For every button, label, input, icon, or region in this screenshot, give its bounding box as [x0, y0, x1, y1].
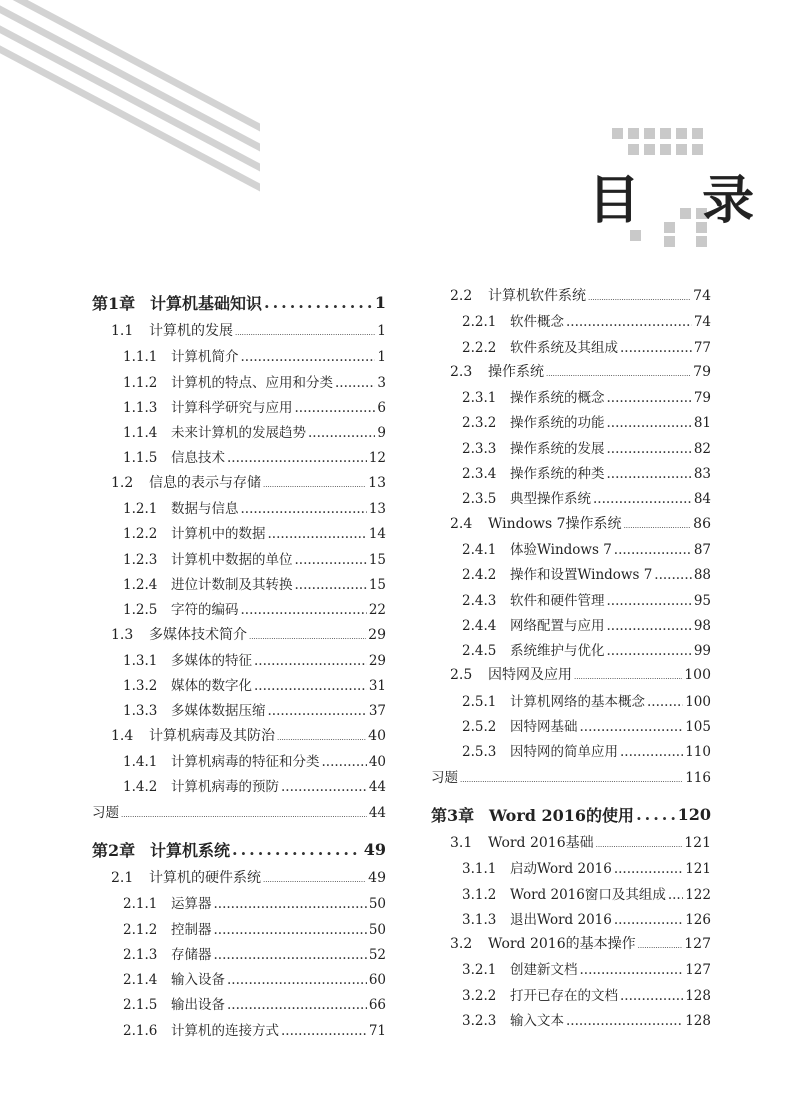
toc-entry-leader: [263, 475, 366, 491]
toc-entry-title: 多媒体的特征: [171, 652, 252, 669]
toc-entry-leader: [636, 805, 676, 824]
toc-entry-page-number: 66: [368, 997, 386, 1014]
toc-entry-leader: [232, 840, 362, 859]
toc-entry-leader: [295, 577, 367, 593]
toc-entry-title: 运算器: [171, 896, 212, 913]
toc-entry-title: 操作系统的概念: [510, 390, 605, 407]
toc-entry-page-number: 98: [693, 617, 711, 634]
toc-entry-number: 1.4: [111, 727, 134, 744]
toc-entry-leader: [268, 703, 367, 719]
toc-entry-leader: [620, 340, 692, 356]
toc-entry-page-number: 1: [377, 349, 386, 366]
toc-entry-number: 3.1.1: [462, 861, 497, 878]
toc-entry-title: 启动Word 2016: [510, 861, 612, 878]
toc-entry-title: 打开已存在的文档: [510, 987, 618, 1004]
toc-entry-leader: [295, 400, 376, 416]
toc-entry-leader: [607, 643, 692, 659]
toc-entry-leader: [607, 415, 692, 431]
toc-entry-leader: [214, 922, 367, 938]
toc-entry-leader: [241, 349, 376, 365]
toc-sub-entry: [92, 892, 386, 917]
toc-sub-entry: [431, 310, 711, 335]
toc-sub-entry: [92, 497, 386, 522]
toc-section-entry: [431, 933, 711, 958]
toc-section-entry: [431, 513, 711, 538]
toc-entry-title: 操作系统的发展: [510, 440, 605, 457]
toc-entry-page-number: 79: [693, 363, 711, 380]
toc-entry-number: 2.1.6: [123, 1022, 158, 1039]
toc-entry-title: 计算机病毒及其防治: [149, 727, 275, 744]
toc-right-column: [431, 285, 711, 1034]
toc-entry-page-number: 100: [684, 667, 711, 684]
toc-entry-leader: [614, 861, 683, 877]
toc-entry-page-number: 74: [693, 314, 711, 331]
toc-entry-number: 2.3.2: [462, 415, 497, 432]
toc-sub-entry: [431, 386, 711, 411]
toc-entry-title: 存储器: [171, 946, 212, 963]
toc-entry-title: 系统维护与优化: [510, 643, 605, 660]
toc-entry-page-number: 128: [685, 1013, 711, 1030]
toc-entry-page-number: 29: [368, 652, 386, 669]
toc-entry-title: 字符的编码: [171, 602, 239, 619]
toc-entry-title: 计算机的特点、应用和分类: [171, 374, 333, 391]
toc-entry-leader: [308, 425, 375, 441]
toc-entry-page-number: 83: [693, 466, 711, 483]
toc-sub-entry: [92, 750, 386, 775]
toc-entry-title: Word 2016的基本操作: [488, 936, 636, 953]
toc-entry-number: 2.3.5: [462, 491, 497, 508]
toc-sub-entry: [92, 598, 386, 623]
toc-entry-page-number: 127: [685, 962, 711, 979]
toc-entry-title: 计算机病毒的特征和分类: [171, 754, 320, 771]
toc-sub-entry: [431, 908, 711, 933]
toc-entry-number: 2.3.1: [462, 390, 497, 407]
toc-entry-title: 因特网的简单应用: [510, 744, 618, 761]
toc-entry-leader: [614, 912, 683, 928]
toc-entry-page-number: 88: [693, 567, 711, 584]
toc-entry-title: 计算机简介: [171, 349, 239, 366]
toc-entry-page-number: 52: [368, 946, 386, 963]
toc-entry-page-number: 40: [368, 727, 386, 744]
toc-entry-page-number: 127: [684, 936, 711, 953]
toc-sub-entry: [431, 639, 711, 664]
toc-entry-title: 信息的表示与存储: [149, 474, 261, 491]
toc-entry-number: 2.2.2: [462, 339, 497, 356]
toc-entry-page-number: 99: [693, 643, 711, 660]
toc-chapter-entry: [92, 285, 386, 320]
toc-sub-entry: [92, 371, 386, 396]
toc-entry-number: 3.2: [450, 936, 473, 953]
toc-entry-title: 计算机病毒的预防: [171, 779, 279, 796]
toc-entry-number: 3.1: [450, 834, 473, 851]
toc-entry-number: 第3章: [431, 805, 475, 825]
toc-entry-leader: [607, 466, 692, 482]
toc-sub-entry: [431, 690, 711, 715]
toc-entry-leader: [227, 972, 367, 988]
toc-entry-leader: [335, 375, 375, 391]
toc-entry-page-number: 1: [374, 293, 386, 312]
toc-sub-entry: [92, 699, 386, 724]
toc-entry-page-number: 121: [685, 861, 711, 878]
toc-entry-number: 1.3.2: [123, 678, 158, 695]
toc-sub-entry: [431, 538, 711, 563]
toc-entry-number: 1.1: [111, 323, 134, 339]
toc-sub-entry: [92, 674, 386, 699]
toc-entry-title: 计算机软件系统: [488, 288, 586, 304]
toc-entry-leader: [249, 627, 366, 643]
toc-entry-number: 1.2.5: [123, 602, 158, 619]
toc-entry-page-number: 60: [368, 972, 386, 989]
toc-entry-leader: [227, 450, 367, 466]
toc-entry-page-number: 22: [368, 602, 386, 619]
toc-entry-page-number: 50: [368, 896, 386, 913]
toc-entry-title: 多媒体技术简介: [149, 626, 247, 643]
toc-entry-title: Word 2016窗口及其组成: [510, 886, 666, 903]
toc-entry-number: 2.4.4: [462, 617, 497, 634]
page-title: 目 录: [588, 171, 777, 231]
toc-entry-page-number: 31: [368, 678, 386, 695]
toc-entry-number: 3.1.3: [462, 911, 497, 928]
toc-entry-number: 1.2.2: [123, 526, 158, 543]
toc-entry-leader: [624, 516, 692, 532]
toc-entry-leader: [654, 567, 692, 583]
toc-entry-page-number: 122: [685, 886, 711, 903]
toc-entry-number: 2.3: [450, 363, 473, 380]
toc-entry-page-number: 84: [693, 491, 711, 508]
toc-sub-entry: [431, 614, 711, 639]
toc-entry-leader: [620, 744, 683, 760]
toc-exercise-entry: [92, 801, 386, 826]
toc-entry-page-number: 12: [368, 450, 386, 467]
toc-entry-title: 计算机网络的基本概念: [510, 693, 645, 710]
toc-entry-number: 3.2.3: [462, 1013, 497, 1030]
toc-entry-number: 2.4: [450, 515, 473, 532]
toc-entry-leader: [214, 947, 367, 963]
toc-entry-page-number: 82: [693, 440, 711, 457]
toc-entry-leader: [566, 314, 692, 330]
toc-sub-entry: [92, 396, 386, 421]
toc-entry-page-number: 44: [368, 779, 386, 796]
toc-entry-number: 2.3.4: [462, 466, 497, 483]
toc-entry-number: 2.2: [450, 288, 473, 304]
toc-entry-leader: [281, 1023, 367, 1039]
toc-entry-leader: [241, 501, 367, 517]
toc-entry-number: 第2章: [92, 840, 136, 860]
toc-entry-page-number: 105: [685, 719, 711, 736]
toc-entry-title: 输出设备: [171, 997, 225, 1014]
toc-entry-title: Windows 7操作系统: [488, 515, 622, 532]
toc-entry-title: 操作系统的功能: [510, 415, 605, 432]
toc-chapter-entry: [92, 832, 386, 867]
toc-sub-entry: [431, 857, 711, 882]
toc-section-entry: [92, 472, 386, 497]
toc-sub-entry: [431, 336, 711, 361]
toc-entry-title: 操作和设置Windows 7: [510, 567, 653, 584]
toc-entry-leader: [263, 870, 366, 886]
toc-entry-page-number: 29: [368, 626, 386, 643]
toc-sub-entry: [92, 993, 386, 1018]
toc-entry-page-number: 49: [363, 839, 386, 859]
toc-entry-page-number: 77: [693, 339, 711, 356]
toc-entry-title: 创建新文档: [510, 962, 578, 979]
toc-entry-page-number: 1: [377, 323, 386, 339]
toc-entry-leader: [607, 618, 692, 634]
toc-entry-page-number: 74: [693, 288, 711, 304]
toc-entry-number: 2.5.2: [462, 719, 497, 736]
toc-entry-title: 操作系统的种类: [510, 466, 605, 483]
toc-section-entry: [92, 867, 386, 892]
toc-entry-leader: [227, 997, 367, 1013]
toc-entry-title: 计算机的硬件系统: [149, 869, 261, 886]
toc-sub-entry: [92, 446, 386, 471]
toc-sub-entry: [92, 775, 386, 800]
toc-entry-number: 2.1.4: [123, 972, 158, 989]
toc-entry-leader: [668, 887, 683, 903]
toc-entry-page-number: 15: [368, 551, 386, 568]
toc-entry-number: 1.2.3: [123, 551, 158, 568]
toc-entry-page-number: 87: [693, 541, 711, 558]
toc-entry-title: 软件系统及其组成: [510, 339, 618, 356]
toc-entry-page-number: 14: [368, 526, 386, 543]
toc-entry-leader: [322, 754, 367, 770]
toc-entry-number: 2.1.1: [123, 896, 158, 913]
toc-sub-entry: [92, 968, 386, 993]
toc-entry-title: 计算机基础知识: [150, 294, 263, 313]
toc-entry-number: 2.3.3: [462, 440, 497, 457]
toc-entry-page-number: 40: [368, 754, 386, 771]
toc-entry-title: 软件和硬件管理: [510, 592, 605, 609]
toc-entry-page-number: 44: [368, 804, 386, 821]
toc-sub-entry: [431, 563, 711, 588]
toc-entry-leader: [647, 694, 683, 710]
toc-section-entry: [431, 832, 711, 857]
toc-entry-number: 2.1.5: [123, 997, 158, 1014]
toc-sub-entry: [92, 1019, 386, 1044]
toc-entry-leader: [460, 770, 683, 786]
toc-entry-leader: [264, 293, 373, 312]
toc-entry-leader: [121, 805, 367, 821]
toc-entry-leader: [620, 988, 683, 1004]
toc-entry-title: 未来计算机的发展趋势: [171, 425, 306, 442]
toc-entry-page-number: 13: [368, 474, 386, 491]
toc-entry-leader: [241, 602, 367, 618]
toc-entry-title: 信息技术: [171, 450, 225, 467]
toc-entry-page-number: 121: [684, 834, 711, 851]
decorative-stripes: [0, 0, 260, 200]
toc-exercise-entry: [431, 766, 711, 791]
toc-entry-page-number: 49: [368, 869, 386, 886]
toc-entry-leader: [593, 491, 692, 507]
toc-sub-entry: [431, 487, 711, 512]
toc-entry-leader: [254, 653, 367, 669]
toc-entry-leader: [295, 552, 367, 568]
toc-entry-title: 操作系统: [488, 363, 544, 380]
toc-entry-title: 计算科学研究与应用: [171, 399, 293, 416]
toc-entry-number: 2.4.1: [462, 541, 497, 558]
toc-entry-leader: [566, 1013, 683, 1029]
toc-entry-number: 3.2.1: [462, 962, 497, 979]
toc-entry-leader: [254, 678, 367, 694]
toc-entry-title: 媒体的数字化: [171, 678, 252, 695]
toc-sub-entry: [431, 589, 711, 614]
toc-entry-page-number: 100: [685, 693, 711, 710]
toc-sub-entry: [431, 740, 711, 765]
toc-entry-leader: [580, 719, 684, 735]
toc-entry-page-number: 110: [685, 744, 711, 761]
toc-entry-number: 1.1.3: [123, 399, 158, 416]
toc-entry-title: 习题: [92, 804, 119, 821]
toc-entry-title: 多媒体数据压缩: [171, 703, 266, 720]
toc-entry-title: 计算机的发展: [149, 323, 233, 339]
toc-sub-entry: [92, 943, 386, 968]
toc-entry-page-number: 50: [368, 921, 386, 938]
toc-entry-title: 计算机的连接方式: [171, 1022, 279, 1039]
toc-entry-page-number: 6: [377, 399, 386, 416]
toc-entry-number: 1.1.2: [123, 374, 158, 391]
toc-entry-page-number: 81: [693, 415, 711, 432]
toc-section-entry: [92, 320, 386, 345]
toc-entry-page-number: 15: [368, 576, 386, 593]
toc-sub-entry: [431, 411, 711, 436]
toc-entry-leader: [574, 667, 682, 683]
toc-entry-leader: [607, 441, 692, 457]
toc-entry-title: 进位计数制及其转换: [171, 576, 293, 593]
toc-entry-title: 计算机中数据的单位: [171, 551, 293, 568]
toc-entry-leader: [580, 962, 684, 978]
toc-entry-page-number: 9: [377, 425, 386, 442]
toc-section-entry: [431, 361, 711, 386]
toc-sub-entry: [92, 918, 386, 943]
toc-entry-leader: [546, 364, 691, 380]
toc-entry-page-number: 86: [693, 515, 711, 532]
toc-sub-entry: [92, 548, 386, 573]
toc-entry-title: 典型操作系统: [510, 491, 591, 508]
toc-entry-title: 体验Windows 7: [510, 541, 612, 558]
toc-entry-number: 2.1.2: [123, 921, 158, 938]
toc-entry-number: 2.5.1: [462, 693, 497, 710]
toc-left-column: [92, 285, 386, 1044]
toc-entry-leader: [277, 728, 366, 744]
toc-sub-entry: [431, 958, 711, 983]
toc-entry-leader: [281, 779, 367, 795]
toc-entry-page-number: 116: [685, 769, 711, 786]
toc-entry-leader: [596, 835, 683, 851]
toc-entry-number: 第1章: [92, 294, 136, 313]
toc-entry-title: 因特网基础: [510, 719, 578, 736]
toc-entry-number: 1.3.1: [123, 652, 158, 669]
toc-section-entry: [92, 624, 386, 649]
toc-entry-title: 数据与信息: [171, 501, 239, 518]
toc-sub-entry: [92, 649, 386, 674]
toc-entry-title: 退出Word 2016: [510, 911, 612, 928]
toc-entry-title: 计算机中的数据: [171, 526, 266, 543]
toc-entry-title: 输入设备: [171, 972, 225, 989]
toc-entry-leader: [607, 593, 692, 609]
toc-entry-page-number: 128: [685, 987, 711, 1004]
toc-entry-number: 3.1.2: [462, 886, 497, 903]
toc-entry-number: 2.5.3: [462, 744, 497, 761]
toc-section-entry: [431, 664, 711, 689]
toc-entry-number: 2.4.5: [462, 643, 497, 660]
toc-entry-page-number: 3: [377, 374, 386, 391]
toc-sub-entry: [431, 462, 711, 487]
toc-entry-page-number: 71: [368, 1022, 386, 1039]
toc-entry-number: 2.5: [450, 667, 473, 684]
toc-entry-title: Word 2016的使用: [489, 805, 635, 825]
toc-entry-page-number: 79: [693, 390, 711, 407]
toc-sub-entry: [431, 883, 711, 908]
toc-entry-number: 2.4.3: [462, 592, 497, 609]
toc-entry-number: 1.3.3: [123, 703, 158, 720]
toc-entry-number: 2.4.2: [462, 567, 497, 584]
toc-sub-entry: [431, 984, 711, 1009]
toc-entry-number: 1.4.2: [123, 779, 158, 796]
toc-entry-title: 因特网及应用: [488, 667, 572, 684]
toc-sub-entry: [92, 573, 386, 598]
toc-sub-entry: [431, 1009, 711, 1034]
toc-entry-number: 1.1.5: [123, 450, 158, 467]
toc-sub-entry: [92, 421, 386, 446]
toc-entry-leader: [214, 896, 367, 912]
toc-entry-leader: [638, 936, 683, 952]
toc-chapter-entry: [431, 797, 711, 832]
toc-entry-leader: [614, 542, 692, 558]
toc-entry-number: 1.3: [111, 626, 134, 643]
toc-entry-page-number: 13: [368, 501, 386, 518]
toc-sub-entry: [431, 715, 711, 740]
toc-entry-title: 软件概念: [510, 314, 564, 331]
toc-entry-title: Word 2016基础: [488, 834, 594, 851]
toc-entry-title: 计算机系统: [150, 840, 231, 860]
toc-entry-number: 1.4.1: [123, 754, 158, 771]
toc-entry-page-number: 126: [685, 911, 711, 928]
toc-entry-title: 网络配置与应用: [510, 617, 605, 634]
toc-sub-entry: [92, 345, 386, 370]
toc-entry-title: 输入文本: [510, 1013, 564, 1030]
toc-entry-leader: [235, 323, 375, 339]
toc-entry-number: 1.1.1: [123, 349, 158, 366]
toc-entry-leader: [588, 288, 691, 304]
toc-entry-title: 控制器: [171, 921, 212, 938]
toc-entry-page-number: 120: [677, 804, 711, 824]
toc-section-entry: [431, 285, 711, 310]
toc-sub-entry: [431, 437, 711, 462]
toc-section-entry: [92, 725, 386, 750]
toc-entry-number: 1.2.1: [123, 501, 158, 518]
toc-entry-leader: [607, 390, 692, 406]
toc-entry-number: 3.2.2: [462, 987, 497, 1004]
toc-entry-number: 1.1.4: [123, 425, 158, 442]
toc-entry-number: 2.2.1: [462, 314, 497, 331]
toc-entry-title: 习题: [431, 769, 458, 786]
toc-entry-page-number: 95: [693, 592, 711, 609]
toc-entry-number: 1.2: [111, 474, 134, 491]
toc-entry-number: 2.1: [111, 869, 134, 886]
toc-entry-page-number: 37: [368, 703, 386, 720]
toc-entry-leader: [268, 526, 367, 542]
toc-entry-number: 1.2.4: [123, 576, 158, 593]
toc-entry-number: 2.1.3: [123, 946, 158, 963]
toc-sub-entry: [92, 522, 386, 547]
